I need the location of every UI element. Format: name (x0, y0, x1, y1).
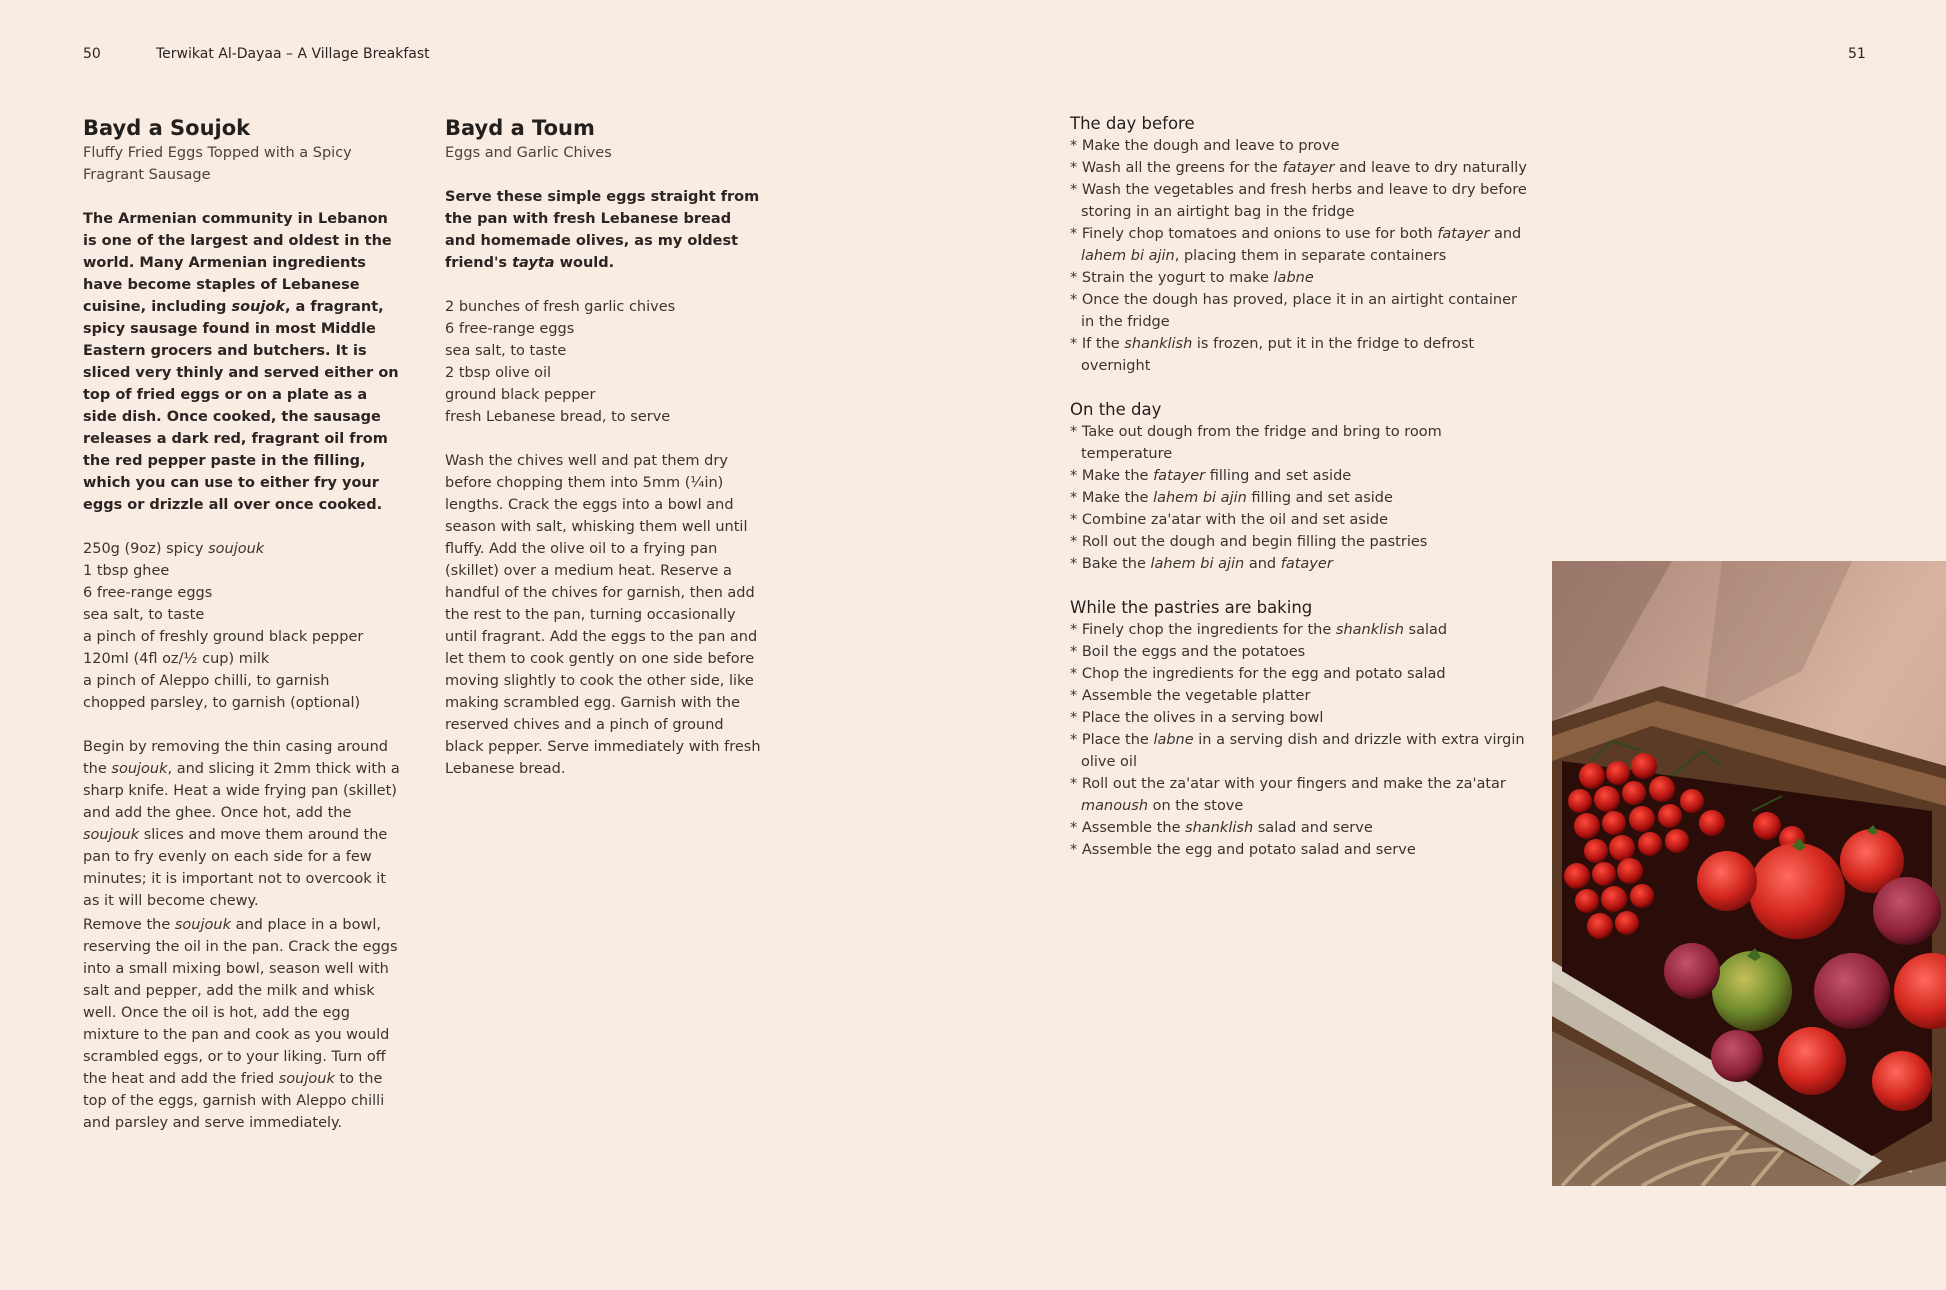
text-run: Place the olives in a serving bowl (1081, 710, 1324, 726)
italic-term: fatayer (1280, 556, 1333, 572)
recipe-bayd-a-soujok (83, 114, 401, 1134)
timeline-section (1070, 597, 1532, 861)
text-run: 120ml (4fl oz/½ cup) milk (83, 651, 270, 667)
running-title: Terwikat Al-Dayaa – A Village Breakfast (156, 46, 430, 62)
text-run: filling and set aside (1246, 490, 1393, 506)
timeline-task (1070, 707, 1532, 729)
timeline-task (1070, 553, 1532, 575)
text-run: and (1244, 556, 1281, 572)
timeline-task (1070, 223, 1532, 267)
italic-term: soujouk (83, 827, 140, 843)
timeline-task (1070, 729, 1532, 773)
ingredient-item (83, 582, 401, 604)
ingredient-item (445, 340, 763, 362)
text-run: Boil the eggs and the potatoes (1081, 644, 1306, 660)
timeline-task (1070, 157, 1532, 179)
recipe-intro (83, 208, 401, 516)
timeline-task (1070, 333, 1532, 377)
italic-term: lahem bi ajin (1153, 490, 1247, 506)
timeline-task (1070, 773, 1532, 817)
ingredient-item (445, 384, 763, 406)
ingredient-item (445, 296, 763, 318)
recipe-bayd-a-toum (445, 114, 763, 780)
method-paragraph (445, 450, 763, 780)
italic-term: lahem bi ajin (1150, 556, 1245, 572)
ingredient-item (445, 318, 763, 340)
italic-term: shanklish (1124, 336, 1193, 352)
italic-term: shanklish (1335, 622, 1404, 638)
timeline-task (1070, 465, 1532, 487)
method-section (83, 736, 401, 1134)
ingredient-item (445, 362, 763, 384)
preparation-timeline (1070, 113, 1532, 861)
text-run: chopped parsley, to garnish (optional) (83, 695, 361, 711)
text-run: Wash the vegetables and fresh herbs and leave to dry before storing in an airtight bag in the fridge (1081, 182, 1527, 220)
text-run: Make the dough and leave to prove (1081, 138, 1340, 154)
text-run: Serve these simple eggs straight from the pan with fresh Lebanese bread and homemade olives, as my oldest friend's (445, 189, 760, 271)
italic-term: soujouk (278, 1071, 335, 1087)
method-section (445, 450, 763, 780)
ingredient-list (83, 538, 401, 714)
text-run: is frozen, put it in the fridge to defrost overnight (1081, 336, 1475, 374)
italic-term: fatayer (1153, 468, 1206, 484)
text-run: sea salt, to taste (445, 343, 567, 359)
timeline-task-list (1070, 421, 1532, 575)
tomatoes-crate-photo (1552, 561, 1946, 1186)
ingredient-item (83, 604, 401, 626)
text-run: ground black pepper (445, 387, 596, 403)
text-run: Assemble the vegetable platter (1081, 688, 1311, 704)
timeline-task (1070, 663, 1532, 685)
text-run: Make the (1081, 490, 1154, 506)
text-run: 1 tbsp ghee (83, 563, 170, 579)
text-run: , and slicing it 2mm thick with a sharp knife. Heat a wide frying pan (skillet) and add the ghee. Once hot, add the (83, 761, 400, 821)
text-run: Remove the (83, 917, 175, 933)
ingredient-item (83, 626, 401, 648)
text-run: on the stove (1148, 798, 1244, 814)
italic-term: soujok (231, 299, 285, 315)
text-run: salad and serve (1253, 820, 1373, 836)
italic-term: soujouk (174, 917, 231, 933)
recipe-intro (445, 186, 763, 274)
italic-term: manoush (1081, 798, 1149, 814)
italic-term: tayta (512, 255, 555, 271)
ingredient-item (83, 538, 401, 560)
text-run: Place the (1081, 732, 1154, 748)
italic-term: labne (1153, 732, 1194, 748)
italic-term: shanklish (1185, 820, 1254, 836)
text-run: , a fragrant, spicy sausage found in most Middle Eastern grocers and butchers. It is sliced very thinly and served either on top of fried eggs or on a plate as a side dish. Once cooked, the sausage releases a dark red, fragrant oil from the red pepper paste in the filling, which you can use to either fry your eggs or drizzle all over once cooked. (83, 299, 399, 513)
text-run: Assemble the egg and potato salad and serve (1081, 842, 1416, 858)
text-run: and (1489, 226, 1522, 242)
timeline-heading: The day before (1070, 114, 1195, 133)
text-run: Chop the ingredients for the egg and potato salad (1081, 666, 1446, 682)
text-run: Roll out the za'atar with your fingers and make the za'atar (1081, 776, 1506, 792)
text-run: The Armenian community in Lebanon is one of the largest and oldest in the world. Many Armenian ingredients have become staples of Lebanese cuisine, including (83, 211, 392, 315)
timeline-task (1070, 487, 1532, 509)
timeline-task (1070, 289, 1532, 333)
text-run: Take out dough from the fridge and bring to room temperature (1081, 424, 1442, 462)
timeline-section (1070, 113, 1532, 377)
text-run: 6 free-range eggs (445, 321, 575, 337)
timeline-task (1070, 839, 1532, 861)
timeline-task (1070, 421, 1532, 465)
recipe-title: Bayd a Toum (445, 116, 595, 140)
text-run: Assemble the (1081, 820, 1186, 836)
method-paragraph (83, 914, 401, 1134)
text-run: , placing them in separate containers (1174, 248, 1447, 264)
text-run: slices and move them around the pan to fry evenly on each side for a few minutes; it is important not to overcook it as it will become chewy. (83, 827, 388, 909)
timeline-task (1070, 135, 1532, 157)
text-run: Finely chop tomatoes and onions to use for both (1081, 226, 1438, 242)
text-run: sea salt, to taste (83, 607, 205, 623)
timeline-task (1070, 817, 1532, 839)
method-paragraph (83, 736, 401, 912)
text-run: Wash the chives well and pat them dry before chopping them into 5mm (¼in) lengths. Crack the eggs into a bowl and season with salt, whisking them well until fluffy. Add the olive oil to a frying pan (skillet) over a medium heat. Reserve a handful of the chives for garnish, then add the rest to the pan, turning occasionally until fragrant. Add the eggs to the pan and let them to cook gently on one side before moving slightly to cook the other side, like making scrambled egg. Garnish with the reserved chives and a pinch of ground black pepper. Serve immediately with fresh Lebanese bread. (445, 453, 761, 777)
text-run: Finely chop the ingredients for the (1081, 622, 1336, 638)
text-run: in a serving dish and drizzle with extra virgin olive oil (1081, 732, 1525, 770)
italic-term: soujouk (111, 761, 168, 777)
text-run: a pinch of freshly ground black pepper (83, 629, 364, 645)
text-run: 2 tbsp olive oil (445, 365, 552, 381)
text-run: Strain the yogurt to make (1081, 270, 1274, 286)
recipe-subtitle: Fluffy Fried Eggs Topped with a Spicy Fragrant Sausage (83, 145, 352, 183)
timeline-section (1070, 399, 1532, 575)
text-run: Bake the (1081, 556, 1151, 572)
timeline-task-list (1070, 135, 1532, 377)
recipe-title: Bayd a Soujok (83, 116, 251, 140)
italic-term: lahem bi ajin (1081, 248, 1175, 264)
text-run: If the (1081, 336, 1125, 352)
italic-term: soujouk (208, 541, 265, 557)
photo-illustration (1552, 561, 1946, 1186)
text-run: Once the dough has proved, place it in an airtight container in the fridge (1081, 292, 1517, 330)
timeline-task (1070, 267, 1532, 289)
ingredient-item (83, 560, 401, 582)
text-run: 6 free-range eggs (83, 585, 213, 601)
italic-term: labne (1273, 270, 1314, 286)
text-run: filling and set aside (1205, 468, 1352, 484)
timeline-task (1070, 509, 1532, 531)
text-run: would. (554, 255, 615, 271)
ingredient-item (83, 692, 401, 714)
timeline-heading: On the day (1070, 400, 1162, 419)
timeline-task (1070, 619, 1532, 641)
ingredient-item (83, 648, 401, 670)
text-run: fresh Lebanese bread, to serve (445, 409, 671, 425)
text-run: salad (1403, 622, 1448, 638)
text-run: Wash all the greens for the (1081, 160, 1283, 176)
timeline-task (1070, 685, 1532, 707)
right-page-number: 51 (1848, 46, 1866, 62)
text-run: Begin by removing the thin casing around the (83, 739, 389, 777)
italic-term: fatayer (1282, 160, 1335, 176)
text-run: Roll out the dough and begin filling the pastries (1081, 534, 1428, 550)
timeline-heading: While the pastries are baking (1070, 598, 1313, 617)
text-run: 2 bunches of fresh garlic chives (445, 299, 676, 315)
left-page-number: 50 (83, 46, 101, 62)
text-run: and place in a bowl, reserving the oil in the pan. Crack the eggs into a small mixing bowl, season well with salt and pepper, add the milk and whisk well. Once the oil is hot, add the egg mixture to the pan and cook as you would scrambled eggs, or to your liking. Turn off the heat and add the fried (83, 917, 398, 1087)
text-run: and leave to dry naturally (1334, 160, 1527, 176)
timeline-task (1070, 179, 1532, 223)
text-run: 250g (9oz) spicy (83, 541, 209, 557)
timeline-task (1070, 531, 1532, 553)
recipe-subtitle: Eggs and Garlic Chives (445, 145, 612, 161)
italic-term: fatayer (1437, 226, 1490, 242)
ingredient-item (83, 670, 401, 692)
text-run: to the top of the eggs, garnish with Aleppo chilli and parsley and serve immediately. (83, 1071, 385, 1131)
ingredient-item (445, 406, 763, 428)
timeline-task-list (1070, 619, 1532, 861)
timeline-task (1070, 641, 1532, 663)
text-run: a pinch of Aleppo chilli, to garnish (83, 673, 330, 689)
text-run: Combine za'atar with the oil and set aside (1081, 512, 1389, 528)
text-run: Make the (1081, 468, 1154, 484)
ingredient-list (445, 296, 763, 428)
